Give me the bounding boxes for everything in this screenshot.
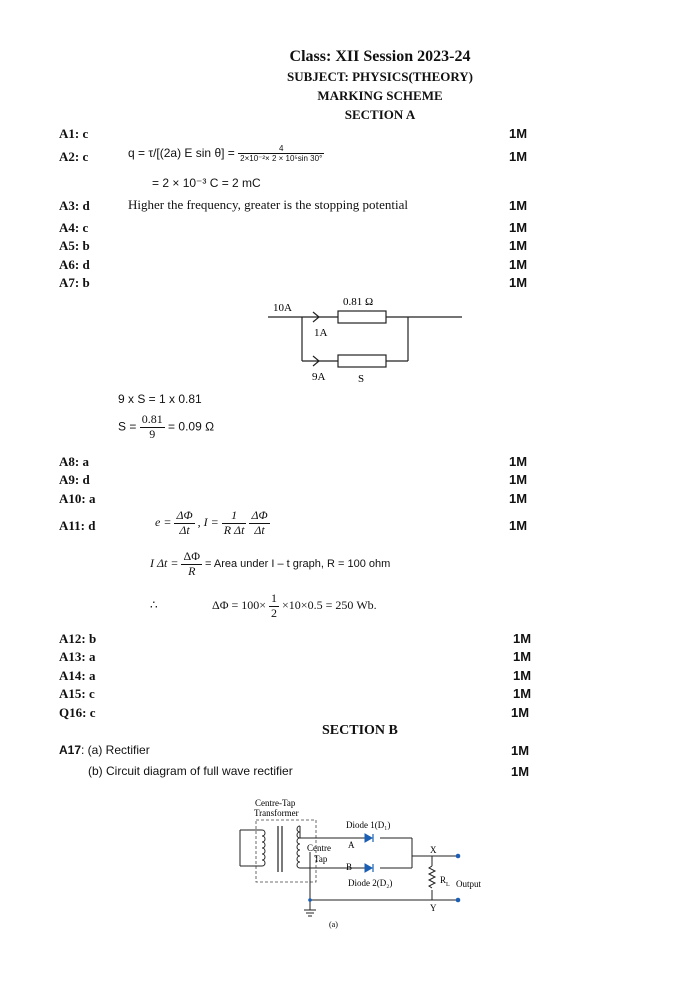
terminal-x-label: X: [430, 845, 437, 855]
a11-l2-num: ΔΦ: [183, 549, 200, 563]
a11-e-equals: e =: [155, 515, 172, 530]
circuit1-top-resistor-label: 0.81 Ω: [343, 296, 374, 308]
answer-a9-mark: 1M: [509, 472, 528, 487]
answer-a1-mark: 1M: [509, 126, 528, 141]
answer-a14-mark: 1M: [513, 668, 532, 683]
answer-a12-mark: 1M: [513, 631, 532, 646]
marking-scheme-title: MARKING SCHEME: [317, 88, 443, 103]
section-b-heading: SECTION B: [322, 723, 398, 738]
answer-a17-part-b: (b) Circuit diagram of full wave rectifier: [88, 764, 293, 778]
answer-q16-label: Q16: c: [59, 705, 96, 720]
answer-a5-label: A5: b: [59, 238, 90, 253]
a11-half-den: 2: [271, 605, 278, 620]
circuit1-bottom-resistor-label: S: [358, 373, 365, 385]
terminal-y-label: Y: [430, 903, 437, 913]
a2-fraction-numerator: 4: [238, 144, 324, 154]
answer-a7-mark: 1M: [509, 275, 528, 290]
a11-i-equals: , I =: [197, 515, 219, 530]
answer-a9-label: A9: d: [59, 472, 90, 487]
answer-a11-label: A11: d: [59, 518, 96, 533]
class-session: Class: XII Session 2023-24: [289, 48, 471, 65]
a11-i-dt: I Δt =: [150, 556, 179, 571]
answer-a3-label: A3: d: [59, 198, 90, 213]
a7-numerator: 0.81: [141, 412, 163, 426]
answer-a14-label: A14: a: [59, 668, 96, 683]
node-a-label: A: [348, 840, 355, 850]
a2-fraction-denominator: 2×10⁻²× 2 × 10⁵sin 30°: [240, 154, 323, 164]
answer-a4-mark: 1M: [509, 220, 528, 235]
answer-a2-mark: 1M: [509, 149, 528, 164]
diode1-label: Diode 1(D₁): [346, 820, 391, 830]
answer-a10-label: A10: a: [59, 491, 96, 506]
node-b-label: B: [346, 862, 353, 872]
answer-a6-label: A6: d: [59, 257, 90, 272]
section-a-heading: SECTION A: [344, 107, 416, 122]
answer-a8-label: A8: a: [59, 454, 89, 469]
answer-a17-mark-b: 1M: [511, 764, 530, 779]
circuit1-total-current: 10A: [273, 302, 292, 314]
answer-a12-label: A12: b: [59, 631, 97, 646]
answer-a13-mark: 1M: [513, 649, 532, 664]
transformer-label-line2: Transformer: [254, 808, 299, 818]
answer-a4-label: A4: c: [59, 220, 89, 235]
answer-a17-label: A17: [59, 743, 82, 757]
tap-label: Tap: [314, 854, 328, 864]
answer-a15-mark: 1M: [513, 686, 532, 701]
circuit1-bottom-current: 9A: [312, 371, 326, 383]
a11-l3-b: ×10×0.5 = 250 Wb.: [282, 598, 377, 613]
subject-title: SUBJECT: PHYSICS(THEORY): [286, 69, 474, 84]
answer-a5-mark: 1M: [509, 238, 528, 253]
a11-therefore: ∴: [150, 598, 158, 612]
a11-dt: Δt: [179, 522, 190, 537]
a11-dt-2: Δt: [254, 522, 265, 537]
answer-a3-mark: 1M: [509, 198, 528, 213]
a7-denominator: 9: [149, 426, 156, 441]
answer-a11-mark: 1M: [509, 518, 528, 533]
a7-result: = 0.09 Ω: [168, 419, 215, 434]
answer-a7-label: A7: b: [59, 275, 90, 290]
load-resistor-subscript: L: [446, 882, 450, 888]
a11-half-num: 1: [271, 591, 278, 605]
transformer-label-line1: Centre-Tap: [255, 798, 296, 808]
answer-q16-mark: 1M: [511, 705, 530, 720]
a11-area-text: = Area under I – t graph, R = 100 ohm: [204, 558, 391, 571]
a11-dphi: ΔΦ: [176, 508, 193, 522]
a11-l2-den: R: [188, 563, 196, 578]
centre-label: Centre: [307, 843, 331, 853]
answer-a13-label: A13: a: [59, 649, 96, 664]
figure-caption: (a): [329, 920, 338, 929]
answer-a8-mark: 1M: [509, 454, 528, 469]
a2-equation-lhs: q = τ/[(2a) E sin θ] =: [128, 145, 235, 160]
answer-a10-mark: 1M: [509, 491, 528, 506]
answer-a6-mark: 1M: [509, 257, 528, 272]
a7-work-line1: 9 x S = 1 x 0.81: [118, 392, 202, 406]
diode2-label: Diode 2(D₂): [348, 878, 393, 888]
a11-r-dt: R Δt: [223, 522, 245, 537]
answer-a15-label: A15: c: [59, 686, 95, 701]
a2-equation-result: = 2 × 10⁻³ C = 2 mC: [152, 176, 261, 190]
answer-a3-text: Higher the frequency, greater is the stopping potential: [128, 197, 409, 212]
a11-dphi-2: ΔΦ: [251, 508, 268, 522]
answer-a2-label: A2: c: [59, 149, 89, 164]
circuit1-top-current: 1A: [314, 327, 328, 339]
a11-one: 1: [222, 509, 247, 524]
a7-s-equals: S =: [118, 419, 137, 434]
answer-a17-mark-a: 1M: [511, 743, 530, 758]
answer-a1-label: A1: c: [59, 126, 89, 141]
a11-l3-a: ΔΦ = 100×: [212, 598, 267, 613]
answer-a17-part-a-text: : (a) Rectifier: [81, 743, 150, 757]
load-resistor-label: R: [440, 875, 447, 885]
output-label: Output: [456, 879, 482, 889]
